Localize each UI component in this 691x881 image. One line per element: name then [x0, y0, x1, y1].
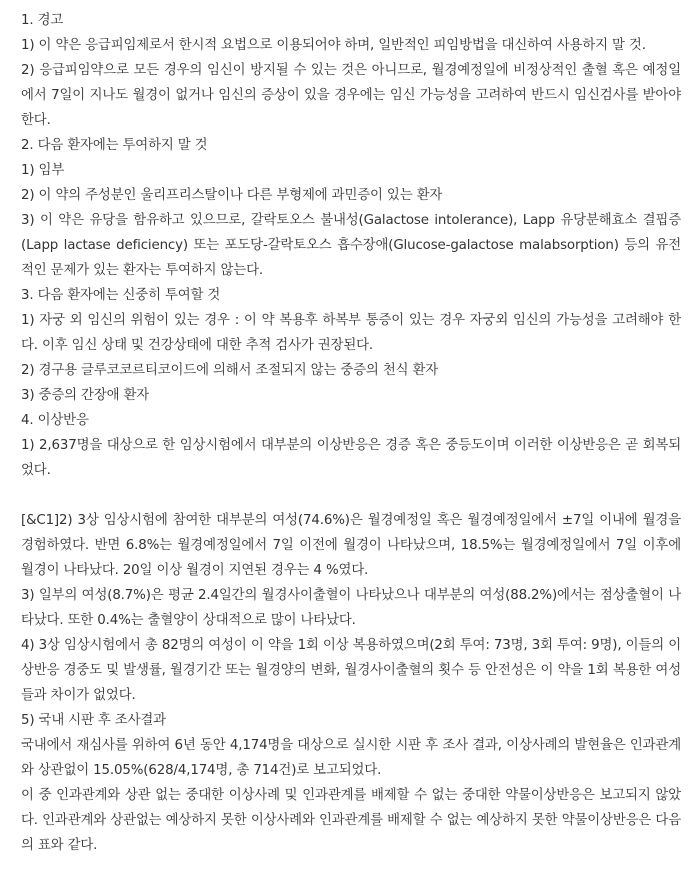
adverse-item-3: 3) 일부의 여성(8.7%)은 평균 2.4일간의 월경사이출혈이 나타났으나 대부분의 여성(88.2%)에서는 점상출혈이 나타났다. 또한 0.4%는 출혈양이 상대적으로 많이 나타났다.	[21, 588, 681, 628]
paragraph-spacer	[21, 483, 681, 508]
precaution-item-3: 3) 중증의 간장애 환자	[21, 388, 150, 403]
adverse-item-5-heading: 5) 국내 시판 후 조사결과	[21, 713, 166, 728]
postmarketing-survey-paragraph: 국내에서 재심사를 위하여 6년 동안 4,174명을 대상으로 실시한 시판 후 조사 결과, 이상사례의 발현율은 인과관계와 상관없이 15.05%(628/4,174명, 총 714건)로 보고되었다.	[21, 738, 681, 778]
adverse-item-1: 1) 2,637명을 대상으로 한 임상시험에서 대부분의 이상반응은 경증 혹은 중등도이며 이러한 이상반응은 곧 회복되었다.	[21, 438, 681, 478]
precaution-item-2: 2) 경구용 글루코코르티코이드에 의해서 조절되지 않는 중증의 천식 환자	[21, 363, 439, 378]
section-heading-adverse-reactions: 4. 이상반응	[21, 413, 89, 428]
section-heading-contraindications: 2. 다음 환자에는 투여하지 말 것	[21, 138, 208, 153]
contraindication-item-3: 3) 이 약은 유당을 함유하고 있으므로, 갈락토오스 불내성(Galactose intolerance), Lapp 유당분해효소 결핍증(Lapp lactase deficiency) 또는 포도당-갈락토오스 흡수장애(Glucose-galactose malabsorption) 등의 유전적인 문제가 있는 환자는 투여하지 않는다.	[21, 213, 681, 278]
section-heading-warning: 1. 경고	[21, 13, 64, 28]
warning-item-2: 2) 응급피임약으로 모든 경우의 임신이 방지될 수 있는 것은 아니므로, 월경예정일에 비정상적인 출혈 혹은 예정일에서 7일이 지나도 월경이 없거나 임신의 증상이 있을 경우에는 임신 가능성을 고려하여 반드시 임신검사를 받아야 한다.	[21, 63, 681, 128]
section-heading-precautions: 3. 다음 환자에는 신중히 투여할 것	[21, 288, 221, 303]
contraindication-item-2: 2) 이 약의 주성분인 울리프리스탈이나 다른 부형제에 과민증이 있는 환자	[21, 188, 443, 203]
warning-item-1: 1) 이 약은 응급피임제로서 한시적 요법으로 이용되어야 하며, 일반적인 피임방법을 대신하여 사용하지 말 것.	[21, 38, 646, 53]
adverse-item-4: 4) 3상 임상시험에서 총 82명의 여성이 이 약을 1회 이상 복용하였으며(2회 투여: 73명, 3회 투여: 9명), 이들의 이상반응 경중도 및 발생률, 월경기간 또는 월경양의 변화, 월경사이출혈의 횟수 등 안전성은 이 약을 1회 복용한 여성들과 차이가 없었다.	[21, 638, 681, 703]
contraindication-item-1: 1) 임부	[21, 163, 65, 178]
precaution-item-1: 1) 자궁 외 임신의 위험이 있는 경우 : 이 약 복용후 하복부 통증이 있는 경우 자궁외 임신의 가능성을 고려해야 한다. 이후 임신 상태 및 건강상태에 대한 추적 검사가 권장된다.	[21, 313, 681, 353]
adverse-item-2: [&C1]2) 3상 임상시험에 참여한 대부분의 여성(74.6%)은 월경예정일 혹은 월경예정일에서 ±7일 이내에 월경을 경험하였다. 반면 6.8%는 월경예정일에서 7일 이전에 월경이 나타났으며, 18.5%는 월경예정일에서 7일 이후에 월경이 나타났다. 20일 이상 월경이 지연된 경우는 4 %였다.	[21, 513, 681, 578]
postmarketing-detail-paragraph: 이 중 인과관계와 상관 없는 중대한 이상사례 및 인과관계를 배제할 수 없는 중대한 약물이상반응은 보고되지 않았다. 인과관계와 상관없는 예상하지 못한 이상사례와 인과관계를 배제할 수 없는 예상하지 못한 약물이상반응은 다음의 표와 같다.	[21, 788, 681, 853]
